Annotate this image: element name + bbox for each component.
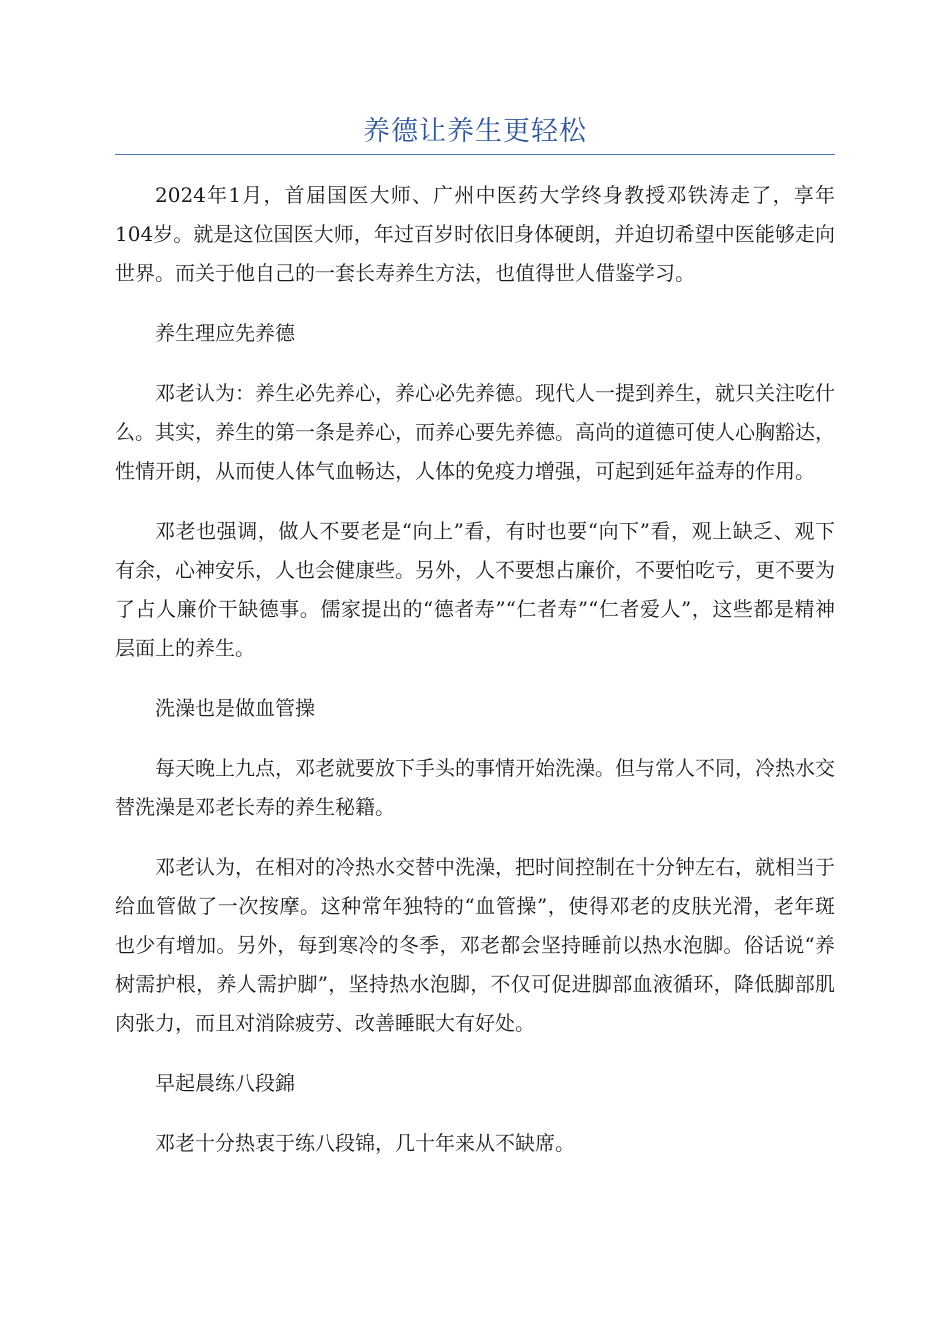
paragraph-virtue-2: 邓老也强调，做人不要老是“向上”看，有时也要“向下”看，观上缺乏、观下有余，心神安乐，人也会健康些。另外，人不要想占廉价，不要怕吃亏，更不要为了占人廉价干缺德事。儒家提出的“德者寿”“仁者寿”“仁者爱人”，这些都是精神层面上的养生。 [115, 519, 835, 660]
document-body [115, 176, 835, 1184]
paragraph-bathing-1: 每天晚上九点，邓老就要放下手头的事情开始洗澡。但与常人不同，冷热水交替洗澡是邓老长寿的养生秘籍。 [115, 756, 835, 819]
paragraph-bathing-2: 邓老认为，在相对的冷热水交替中洗澡，把时间控制在十分钟左右，就相当于给血管做了一次按摩。这种常年独特的“血管操”，使得邓老的皮肤光滑，老年斑也少有增加。另外，每到寒冷的冬季，邓老都会坚持睡前以热水泡脚。俗话说“养树需护根，养人需护脚”，坚持热水泡脚，不仅可促进脚部血液循环，降低脚部肌肉张力，而且对消除疲劳、改善睡眠大有好处。 [115, 855, 835, 1035]
section-heading-bathing: 洗澡也是做血管操 [155, 696, 315, 720]
paragraph-virtue-1: 邓老认为：养生必先养心，养心必先养德。现代人一提到养生，就只关注吃什么。其实，养生的第一条是养心，而养心要先养德。高尚的道德可使人心胸豁达，性情开朗，从而使人体气血畅达，人体的免疫力增强，可起到延年益寿的作用。 [115, 381, 835, 483]
section-heading-exercise: 早起晨练八段錦 [155, 1071, 295, 1095]
paragraph-intro: 2024年1月，首届国医大师、广州中医药大学终身教授邓铁涛走了，享年104岁。就是这位国医大师，年过百岁时依旧身体硬朗，并迫切希望中医能够走向世界。而关于他自己的一套长寿养生方法，也值得世人借鉴学习。 [115, 183, 835, 285]
document-title: 养德让养生更轻松 [363, 116, 587, 147]
paragraph-exercise-1: 邓老十分热衷于练八段锦，几十年来从不缺席。 [155, 1131, 575, 1155]
title-underline [115, 154, 835, 155]
section-heading-virtue: 养生理应先养德 [155, 321, 295, 345]
